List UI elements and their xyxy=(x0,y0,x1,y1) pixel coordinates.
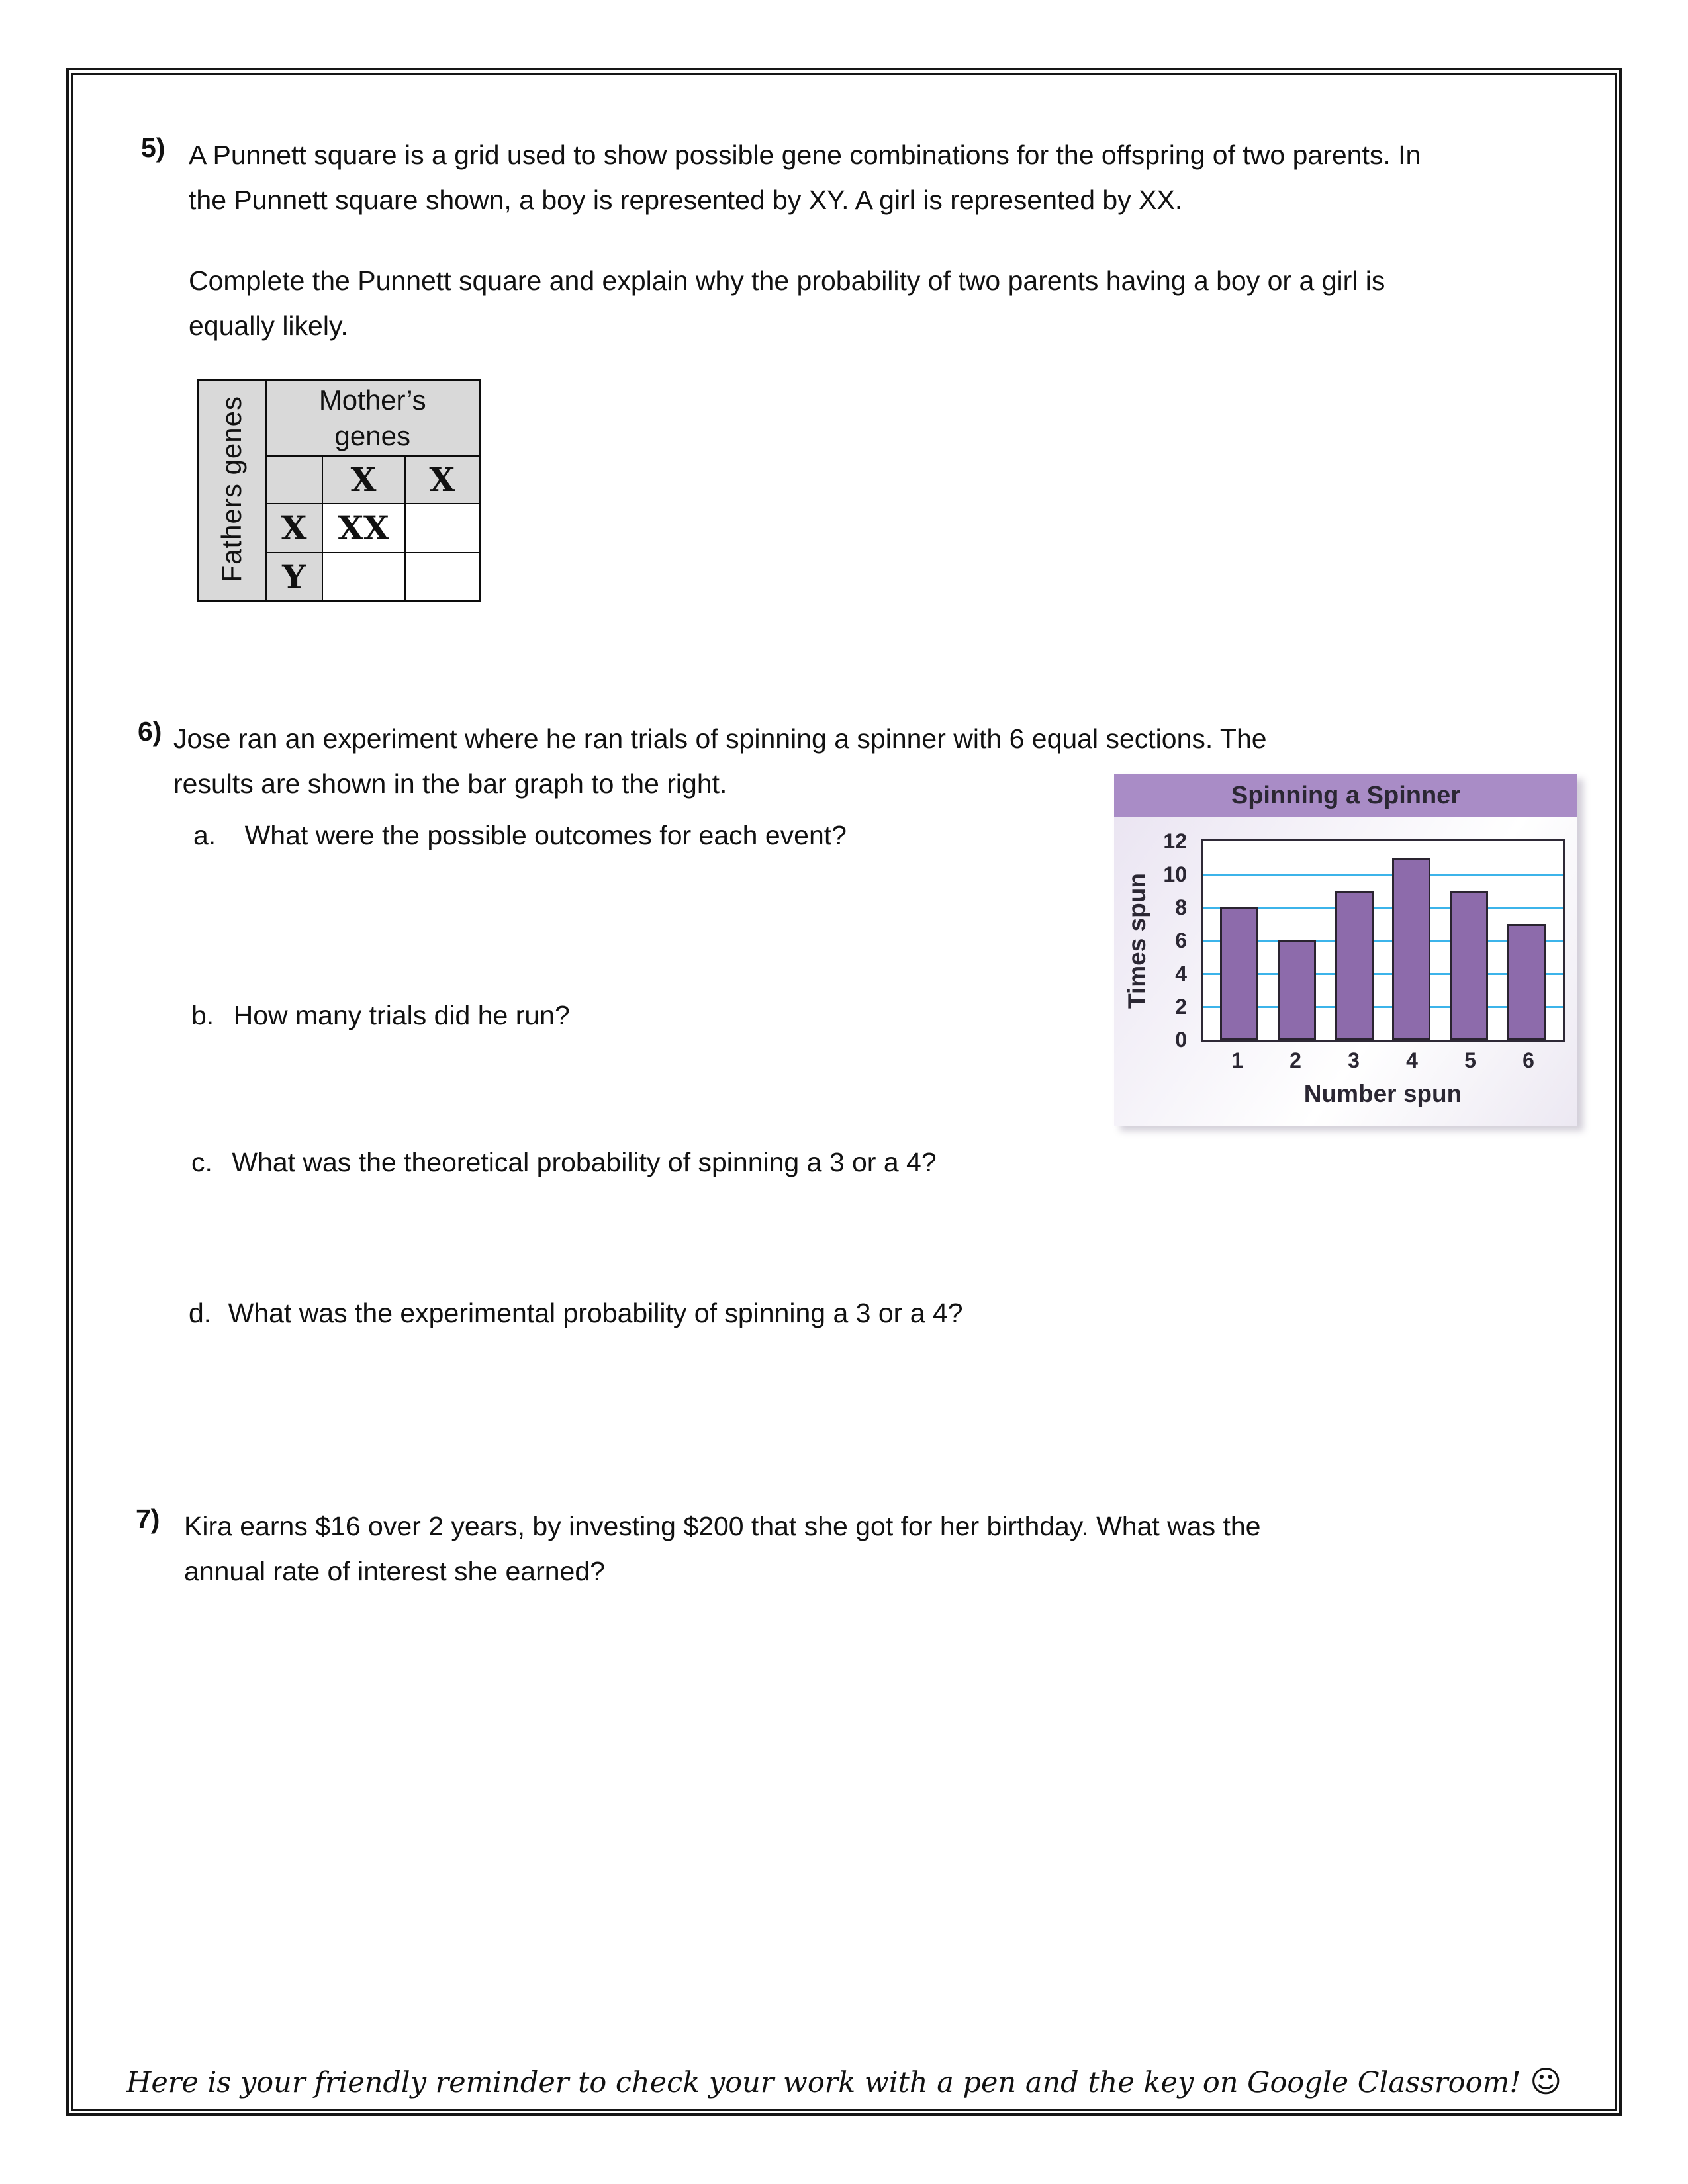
q6-part-d-text: What was the experimental probability of spinning a 3 or a 4? xyxy=(228,1298,963,1328)
q7-text-line: annual rate of interest she earned? xyxy=(184,1556,605,1586)
chart-y-ticks xyxy=(1134,829,1196,1052)
footer-reminder xyxy=(79,2064,1609,2099)
bar xyxy=(1450,891,1488,1040)
chart-bars xyxy=(1203,841,1563,1040)
q7-number: 7) xyxy=(136,1504,160,1534)
bar xyxy=(1278,940,1316,1040)
q5-number: 5) xyxy=(141,132,165,163)
chart-x-axis-label: Number spun xyxy=(1303,1080,1462,1107)
spinner-bar-chart xyxy=(1114,774,1577,1126)
q6-text-line: results are shown in the bar graph to the right. xyxy=(173,768,727,799)
punnett-col-label: X xyxy=(405,456,480,504)
q6-text-line: Jose ran an experiment where he ran trials of spinning a spinner with 6 equal sections. The xyxy=(173,723,1267,754)
punnett-row-header xyxy=(198,381,266,602)
q6-part-c-text: What was the theoretical probability of spinning a 3 or a 4? xyxy=(232,1147,937,1177)
y-tick-label: 0 xyxy=(1175,1028,1187,1052)
punnett-cell xyxy=(405,553,480,602)
chart-title-bar xyxy=(1114,774,1577,817)
q6-part-b xyxy=(191,993,570,1038)
y-tick-label: 2 xyxy=(1175,995,1187,1019)
y-tick-label: 4 xyxy=(1175,962,1187,985)
y-tick-label: 8 xyxy=(1175,895,1187,919)
x-tick-label: 4 xyxy=(1406,1048,1418,1072)
q5-text-line: Complete the Punnett square and explain why the probability of two parents having a boy or a girl is xyxy=(189,265,1385,296)
bar xyxy=(1335,891,1374,1040)
punnett-row-label: Y xyxy=(266,553,322,602)
question-7 xyxy=(184,1504,1260,1594)
y-tick-label: 10 xyxy=(1163,862,1187,886)
x-tick-label: 5 xyxy=(1464,1048,1476,1072)
q5-text-line: equally likely. xyxy=(189,310,348,341)
punnett-corner-cell xyxy=(266,456,322,504)
chart-title: Spinning a Spinner xyxy=(1231,781,1461,809)
q6-part-c-label: c. xyxy=(191,1147,212,1177)
x-tick-label: 1 xyxy=(1231,1048,1243,1072)
q6-part-a-label: a. xyxy=(193,820,216,850)
q6-number: 6) xyxy=(138,716,162,747)
punnett-cell: XX xyxy=(322,504,405,553)
q7-text-line: Kira earns $16 over 2 years, by investing $200 that she got for her birthday. What was the xyxy=(184,1511,1261,1541)
q6-part-d-label: d. xyxy=(189,1298,212,1328)
bar xyxy=(1392,858,1430,1040)
chart-x-ticks xyxy=(1201,1048,1565,1073)
q5-text-line: the Punnett square shown, a boy is represented by XY. A girl is represented by XX. xyxy=(189,185,1183,215)
y-tick-label: 6 xyxy=(1175,929,1187,952)
q6-part-a xyxy=(193,813,847,858)
chart-y-axis-label: Times spun xyxy=(1123,872,1150,1009)
bar xyxy=(1507,924,1546,1040)
question-5-paragraph-1 xyxy=(189,132,1421,222)
chart-plot-area xyxy=(1201,839,1565,1042)
punnett-row-label: X xyxy=(266,504,322,553)
question-6-intro xyxy=(173,716,1267,806)
q6-part-c xyxy=(191,1140,937,1185)
punnett-cell xyxy=(405,504,480,553)
q6-part-b-text: How many trials did he run? xyxy=(233,1000,570,1030)
x-tick-label: 3 xyxy=(1348,1048,1360,1072)
punnett-cell xyxy=(322,553,405,602)
question-5-paragraph-2 xyxy=(189,258,1385,348)
punnett-row-header-text: Fathers genes xyxy=(216,396,248,582)
y-tick-label: 12 xyxy=(1163,829,1187,853)
q5-text-line: A Punnett square is a grid used to show possible gene combinations for the offspring of two parents. In xyxy=(189,140,1421,170)
q6-part-a-text: What were the possible outcomes for each event? xyxy=(244,820,847,850)
q6-part-b-label: b. xyxy=(191,1000,214,1030)
x-tick-label: 6 xyxy=(1523,1048,1534,1072)
punnett-square-table xyxy=(197,379,481,602)
x-tick-label: 2 xyxy=(1289,1048,1301,1072)
footer-text: Here is your friendly reminder to check your work with a pen and the key on Google Classroom! xyxy=(126,2066,1521,2099)
punnett-col-label: X xyxy=(322,456,405,504)
smiley-icon: ☺ xyxy=(1530,2064,1562,2099)
q6-part-d xyxy=(189,1291,963,1336)
bar xyxy=(1220,907,1258,1040)
punnett-col-header: Mother’s genes xyxy=(266,381,480,456)
